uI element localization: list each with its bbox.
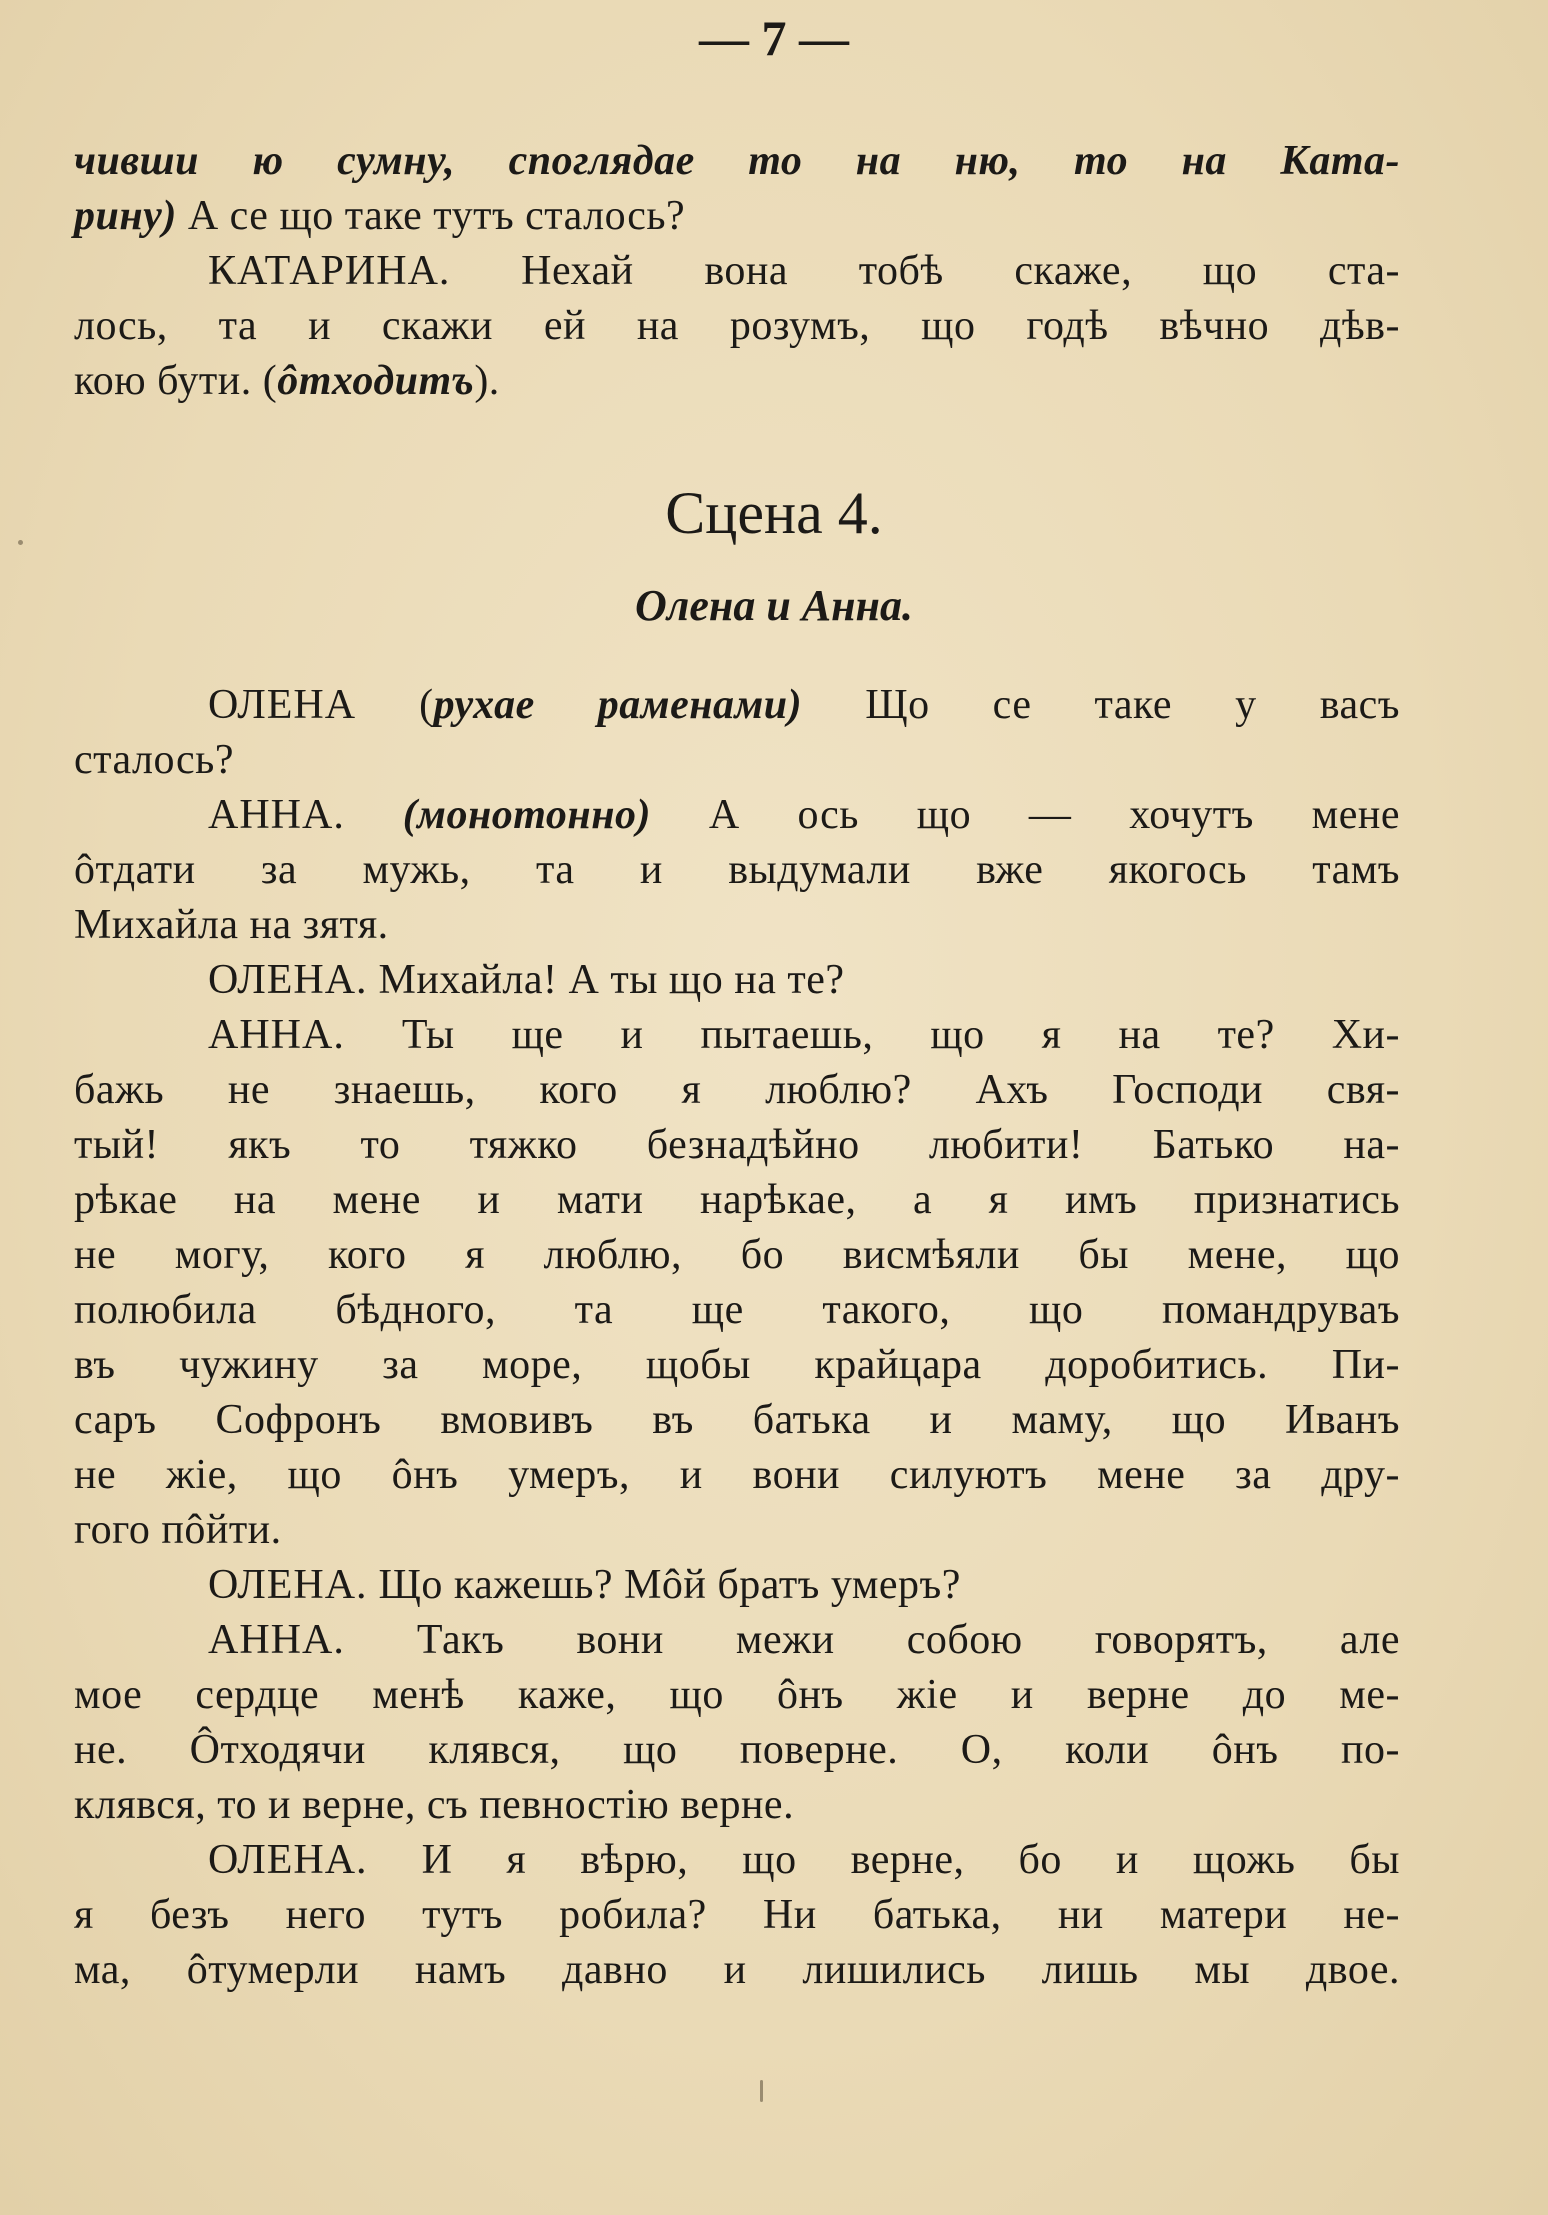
punctuation: ( xyxy=(356,682,434,728)
speaker-name: АННА. xyxy=(208,1617,345,1663)
text-line xyxy=(74,1448,1400,1503)
dialogue-text: Михайла на зятя. xyxy=(74,902,389,948)
dialogue-text: А се що таке тутъ сталось? xyxy=(176,193,686,239)
dialogue-text: бажь не знаешь, кого я люблю? Ахъ Господи свя- xyxy=(74,1067,1400,1113)
stage-direction: (монотонно) xyxy=(402,792,651,838)
dialogue-text: Нехай вона тобѣ скаже, що ста- xyxy=(450,248,1400,294)
text-line xyxy=(74,1723,1400,1778)
speaker-name: КАТАРИНА. xyxy=(208,248,451,294)
text-line xyxy=(74,1118,1400,1173)
dialogue-text: ма, ôтумерли намъ давно и лишились лишь мы двое. xyxy=(74,1947,1400,1993)
dialogue-text: не жіе, що ôнъ умеръ, и вони силуютъ мене за дру- xyxy=(74,1452,1400,1498)
stage-direction: рину) xyxy=(74,193,177,239)
dialogue-text: Такъ вони межи собою говорятъ, але xyxy=(344,1617,1400,1663)
text-line xyxy=(74,1943,1400,1998)
text-line xyxy=(74,1558,1400,1613)
dialogue-text: ôтдати за мужь, та и выдумали вже якогось тамъ xyxy=(74,847,1400,893)
dialogue-text: я безъ него тутъ робила? Ни батька, ни матери не- xyxy=(74,1892,1400,1938)
dialogue-text: кою бути. ( xyxy=(74,358,278,404)
dialogue-text: сталось? xyxy=(74,737,234,783)
text-line xyxy=(74,733,1400,788)
speaker-name: ОЛЕНА. xyxy=(208,1562,368,1608)
dialogue-text: Що се таке у васъ xyxy=(802,682,1400,728)
stage-direction: рухае раменами) xyxy=(433,682,803,728)
dialogue-text: не могу, кого я люблю, бо висмѣяли бы мене, що xyxy=(74,1232,1400,1278)
text-line xyxy=(74,189,1400,244)
text-line xyxy=(74,1008,1400,1063)
scene-3-ending xyxy=(74,134,1400,409)
speaker-name: ОЛЕНА xyxy=(208,682,357,728)
dialogue-text: рѣкае на мене и мати нарѣкае, а я имъ признатись xyxy=(74,1177,1400,1223)
text-line xyxy=(74,1503,1400,1558)
text-line xyxy=(74,788,1400,843)
text-line xyxy=(74,678,1400,733)
page-number: — 7 — xyxy=(699,10,849,66)
text-line xyxy=(74,1613,1400,1668)
paper-speck xyxy=(760,2080,763,2102)
dialogue-text: Ты ще и пытаешь, що я на те? Хи- xyxy=(344,1012,1400,1058)
dialogue-text: Що кажешь? Мôй братъ умеръ? xyxy=(367,1562,961,1608)
text-line xyxy=(74,898,1400,953)
text-line xyxy=(74,1173,1400,1228)
speaker-name: ОЛЕНА. xyxy=(208,957,368,1003)
dialogue-text: саръ Софронъ вмовивъ въ батька и маму, що Иванъ xyxy=(74,1397,1400,1443)
dialogue-text: Михайла! А ты що на те? xyxy=(367,957,845,1003)
text-line xyxy=(74,1778,1400,1833)
punctuation xyxy=(345,792,403,838)
text-line xyxy=(74,1833,1400,1888)
scene-title: Сцена 4. xyxy=(665,480,883,546)
text-line xyxy=(74,1063,1400,1118)
text-line xyxy=(74,953,1400,1008)
text-line xyxy=(74,1668,1400,1723)
text-line xyxy=(74,1393,1400,1448)
dialogue-text: полюбила бѣдного, та ще такого, що помандруваъ xyxy=(74,1287,1400,1333)
speaker-name: АННА. xyxy=(208,792,345,838)
dialogue-text: въ чужину за море, щобы крайцара доробитись. Пи- xyxy=(74,1342,1400,1388)
text-line xyxy=(74,299,1400,354)
dialogue-text: А ось що — хочутъ мене xyxy=(651,792,1400,838)
dialogue-text: гого пôйти. xyxy=(74,1507,282,1553)
scene-4-dialogue xyxy=(74,678,1400,1998)
dialogue-text: клявся, то и верне, съ певностію верне. xyxy=(74,1782,795,1828)
text-line xyxy=(74,843,1400,898)
text-line xyxy=(74,1888,1400,1943)
paper-speck xyxy=(18,540,23,545)
stage-direction: чивши ю сумну, споглядае то на ню, то на Ката- xyxy=(74,138,1400,184)
scene-cast: Олена и Анна. xyxy=(635,581,913,630)
text-line xyxy=(74,1338,1400,1393)
dialogue-text: не. Ôтходячи клявся, що поверне. О, коли ôнъ по- xyxy=(74,1727,1400,1773)
text-line xyxy=(74,244,1400,299)
dialogue-text: тый! якъ то тяжко безнадѣйно любити! Батько на- xyxy=(74,1122,1400,1168)
text-line xyxy=(74,134,1400,189)
dialogue-text: лось, та и скажи ей на розумъ, що годѣ вѣчно дѣв- xyxy=(74,303,1400,349)
text-line xyxy=(74,1228,1400,1283)
stage-direction: ôтходитъ xyxy=(277,358,475,404)
speaker-name: ОЛЕНА. xyxy=(208,1837,368,1883)
text-line xyxy=(74,1283,1400,1338)
dialogue-text: И я вѣрю, що верне, бо и щожь бы xyxy=(367,1837,1400,1883)
dialogue-text: мое сердце менѣ каже, що ôнъ жіе и верне до ме- xyxy=(74,1672,1400,1718)
speaker-name: АННА. xyxy=(208,1012,345,1058)
dialogue-text: ). xyxy=(474,358,500,404)
text-line xyxy=(74,354,1400,409)
